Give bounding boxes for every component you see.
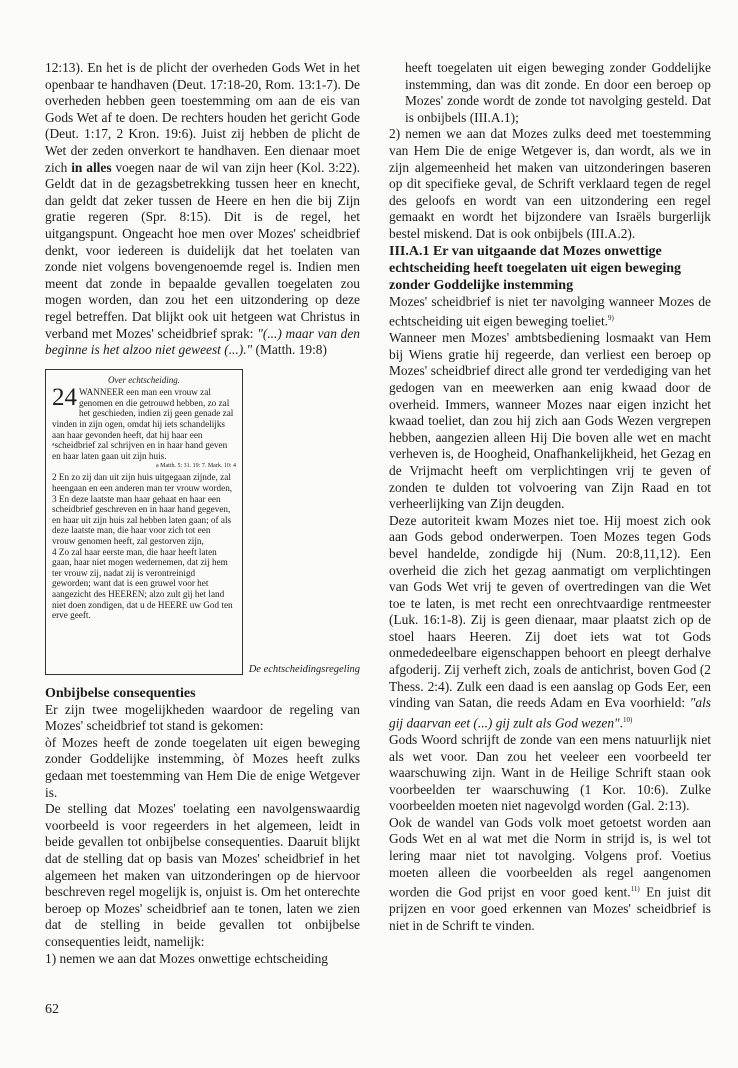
box-verse-3: 3 En deze laatste man haar gehaat en haar een scheidbrief geschreven en in haar hand gegeven, en haar uit zijn huis zal hebben laten gaan; of als deze laatste man, die haar voor zich tot een vrouw genomen heeft, zal gestorven zijn, <box>52 493 232 546</box>
right-paragraph-1: Mozes' scheidbrief is niet ter navolging wanneer Mozes de echtscheiding uit eigen beweging toeliet.$^{9)}$ <box>389 293 711 329</box>
page-number: 62 <box>45 1002 59 1017</box>
footnote-9: 9) <box>608 314 614 323</box>
figure-caption: De echtscheidingsregeling <box>248 664 360 676</box>
right-paragraph-3: Deze autoriteit kwam Mozes niet toe. Hij moest zich ook aan Gods gebod onderwerpen. Toen Mozes tegen Gods bevel handelde, zondigde hij (Num. 20:8,11,12). Een overheid die zich het gezag aanmatigt om verplichtingen van Gods Wet vrij te geven of overtredingen van die Wet toe te laten, is met recht een onrechtvaardige rentmeester (Luk. 16:1-8). Zij is geen dienaar, maar plaatst zich op de stoel haars Heeren. Zij doet iets wat tot Gods onmededeelbare eigenschappen behoort en pleegt derhalve afgoderij. Zij verheft zich, zoals de antichrist, boven God (2 Thess. 2:4). Zulk een daad is een aanslag op Gods Eer, een vinding van Satan, die reeds Adam en Eva voorhield: "als gij daarvan eet (...) gij zult als God wezen".$^{10)}$ <box>389 512 711 731</box>
left-paragraph-2: Er zijn twee mogelijkheden waardoor de regeling van Mozes' scheidbrief tot stand is gekomen: <box>45 701 360 734</box>
box-title: Over echtscheiding. <box>108 374 180 385</box>
box-verse-1: 24 WANNEER een man een vrouw zal genomen en die getrouwd hebben, zo zal het geschieden, indien zij geen genade zal vinden in zijn ogen, omdat hij iets schandelijks aan haar gevonden heeft, dat hij haar een ᵃscheidbrief zal schrijven en in haar hand geven en haar laten gaan uit zijn huis. <box>52 384 234 461</box>
box-reference: a Matth. 5: 31. 19: 7. Mark. 10: 4 <box>156 463 236 470</box>
scripture-box <box>45 369 243 675</box>
footnote-10: 10) <box>623 715 633 724</box>
right-column <box>389 60 711 935</box>
footnote-11: 11) <box>630 885 640 894</box>
left-paragraph-3: òf Mozes heeft de zonde toegelaten uit eigen beweging zonder Goddelijke instemming, òf Mozes heeft zulks gedaan met toestemming van Hem Die de enige Wetgever is. <box>45 734 360 800</box>
section-heading-III-A-1: III.A.1 Er van uitgaande dat Mozes onwettige echtscheiding heeft toegelaten uit eigen beweging zonder Goddelijke instemming <box>389 243 682 293</box>
left-paragraph-4: De stelling dat Mozes' toelating een navolgenswaardig voorbeeld is voor regeerders in het algemeen, leidt in beide gevallen tot onbijbelse consequenties. Daaruit blijkt dat de stelling dat op basis van Mozes' scheidbrief in het algemeen het maken van uitzonderingen op de hiervoor beschreven regel mogelijk is, onjuist is. Om het onterechte beroep op Mozes' scheidbrief aan te tonen, laten we zien dat de stelling in beide gevallen tot onbijbelse consequenties leidt, namelijk: <box>45 801 360 949</box>
chapter-number: 24 <box>52 384 77 412</box>
left-column <box>45 60 360 967</box>
box-verse-4: 4 Zo zal haar eerste man, die haar heeft laten gaan, haar niet mogen wedernemen, dat zij hem ter vrouw zij, nadat zij is verontreinigd geworden; want dat is een gruwel voor het aangezicht des HEEREN; alzo zult gij het land niet doen zondigen, dat u de HEERE uw God ten erve geeft. <box>52 546 233 621</box>
box-verse-2: 2 En zo zij dan uit zijn huis uitgegaan zijnde, zal heengaan en een anderen man ter vrouw worden, <box>52 472 233 494</box>
list-item-1-continued: heeft toegelaten uit eigen beweging zonder Goddelijke instemming, dan was dit zonde. En door een beroep op Mozes' zonde wordt de zonde tot navolging gesteld. Dat is onbijbels (III.A.1); <box>405 60 711 125</box>
left-paragraph-1: 12:13). En het is de plicht der overheden Gods Wet in het openbaar te handhaven (Deut. 17:18-20, Rom. 13:1-7). De overheden hebben geen toestemming om aan de eis van Gods Wet af te doen. De rechters houden het gericht Gode (Deut. 1:17, 2 Kron. 19:6). Juist zij hebben de plicht de Wet der zeden onverkort te handhaven. Een dienaar moet zich in alles voegen naar de wil van zijn heer (Kol. 3:22). Geldt dat in de gezagsbetrekking tussen heer en knecht, dan geldt dat zeker tussen de Heere en hen die bij Zijn gratie regeren (Spr. 8:15). Dit is de regel, het uitgangspunt. Ongeacht hoe men over Mozes' scheidbrief denkt, voor iedereen is duidelijk dat het toelaten van zonde niet volgens bovengenoemde regel is. Indien men meent dat zonde in bepaalde gevallen toegelaten zou mogen worden, dan zou het een uitzondering op deze regel betreffen. Dat blijkt ook uit hetgeen wat Christus in verband met Mozes' scheidbrief sprak: "(...) maar van den beginne is het alzoo niet geweest (...)." (Matth. 19:8) <box>45 60 360 358</box>
list-item-1: 1) nemen we aan dat Mozes onwettige echtscheiding <box>45 950 328 966</box>
scripture-figure <box>45 369 360 685</box>
right-paragraph-5: Ook de wandel van Gods volk moet getoetst worden aan Gods Wet en al wat met die Norm in strijd is, is wel tot lering maar niet tot navolging. Volgens prof. Voetius moeten alleen die voorbeelden als regel aangenomen worden die God prijst en voor goed kent.$^{11)}$ En juist dit prijzen en voor goed erkennen van Mozes' scheidbrief is niet in de Schrift te vinden. <box>389 814 712 933</box>
right-paragraph-4: Gods Woord schrijft de zonde van een mens natuurlijk niet als wet voor. Dan zou het veeleer een voorbeeld ter waarschuwing zijn. Want in de Heilige Schrift staan ook voorbeelden ter waarschuwing (1 Kor. 10:6). Zulke voorbeelden moeten niet nagevolgd worden (Gal. 2:13). <box>389 731 711 814</box>
right-paragraph-2: Wanneer men Mozes' ambtsbediening losmaakt van Hem bij Wiens gratie hij regeerde, dan verliest een beroep op Mozes' scheidbrief direct alle grond ter verdediging van het gedogen van en meewerken aan enig kwaad door de overheid. Immers, wanneer Mozes naar eigen inzicht het kwaad toeliet, dan zou hij zich aan Gods Wezen vergrepen hebben, aangezien alleen Hij Die boven alle wet en macht verheven is, de Hoogheid, Onafhankelijkheid, het Gezag en de Vrijmacht heeft om verplichtingen vrij te geven of zonden te dulden tot volvoering van Zijn Raad en tot verheerlijking van Zijn deugden. <box>389 330 711 512</box>
section-heading-consequences: Onbijbelse consequenties <box>45 685 196 701</box>
list-item-2: 2) nemen we aan dat Mozes zulks deed met toestemming van Hem Die de enige Wetgever is, dan wordt, als we in zijn algemeenheid het maken van uitzonderingen baseren op dit specifieke geval, de Schrift verklaard tegen de regel des geloofs en wordt van een uitzondering een regel gemaakt en wordt het bijzondere van Israëls burgerlijk bestel miskend. Dat is ook onbijbels (III.A.2). <box>389 126 711 241</box>
